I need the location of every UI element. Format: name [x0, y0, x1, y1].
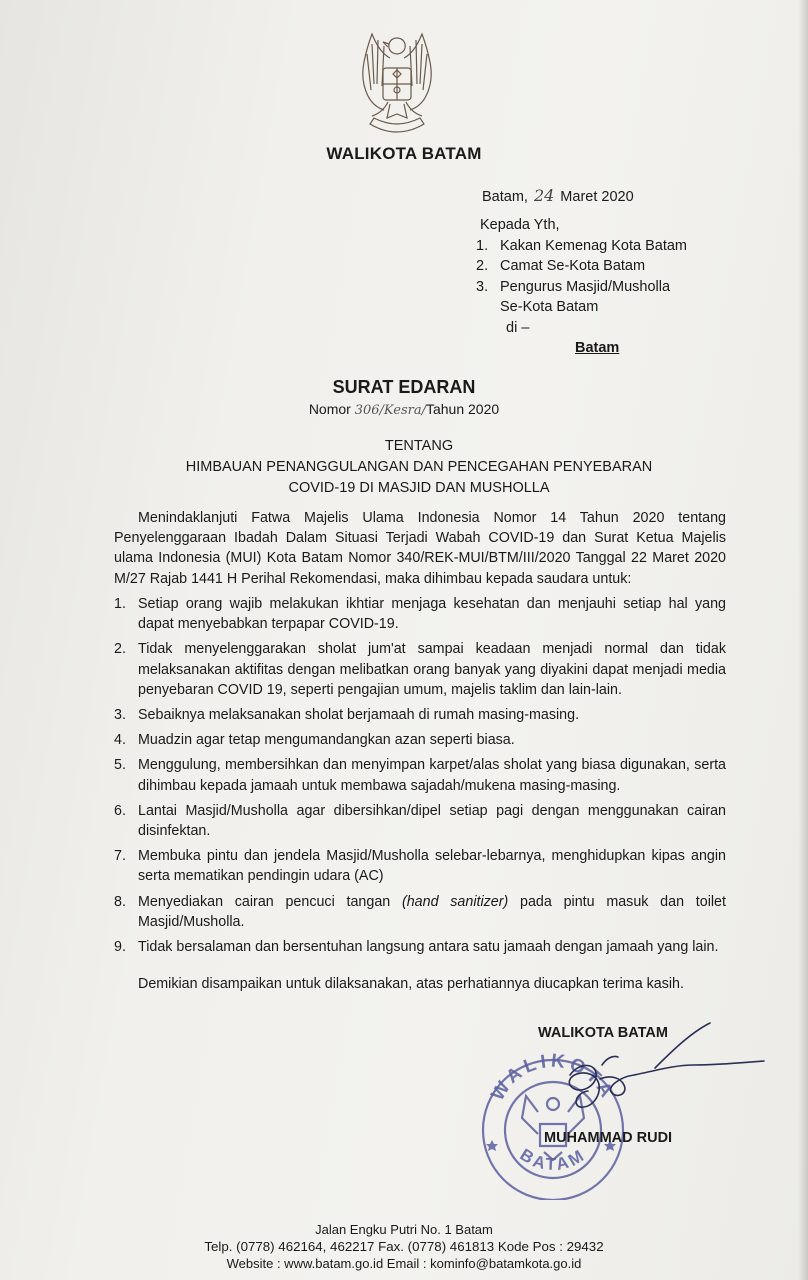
- tentang-label: TENTANG: [384, 438, 454, 454]
- list-text: Menggulung, membersihkan dan menyimpan karpet/alas sholat yang biasa digunakan, serta dihimbau kepada jamaah untuk membawa sajadah/mukena masing-masing.: [138, 757, 726, 794]
- body-intro: [114, 508, 726, 589]
- nomor-suffix: Tahun 2020: [425, 401, 500, 417]
- list-number: 3.: [114, 707, 126, 724]
- stamp-top-text: WALIKOTA: [487, 1050, 619, 1105]
- recipient-text: Kakan Kemenag Kota Batam: [500, 237, 688, 254]
- recipients-place: Batam: [575, 340, 620, 356]
- subject-line-2: COVID-19 DI MASJID DAN MUSHOLLA: [288, 480, 550, 496]
- footer-phone: Telp. (0778) 462164, 462217 Fax. (0778) 461813 Kode Pos : 29432: [204, 1239, 604, 1254]
- stamp-bottom-text: BATAM: [516, 1144, 590, 1175]
- list-item: [114, 755, 726, 795]
- recipient-number: 3.: [476, 278, 489, 295]
- recipient-item: [476, 236, 688, 257]
- list-text: Menyediakan cairan pencuci tangan: [138, 893, 402, 910]
- footer-web: Website : www.batam.go.id Email : kominfo@batamkota.go.id: [226, 1256, 582, 1271]
- recipient-item: [476, 277, 687, 298]
- footer-address: Jalan Engku Putri No. 1 Batam: [315, 1222, 493, 1237]
- list-number: 2.: [114, 641, 126, 658]
- list-number: 6.: [114, 802, 126, 819]
- instruction-list: [114, 594, 726, 962]
- list-text: Tidak menyelenggarakan sholat jum'at sampai keadaan menjadi normal dan tidak melaksanakan aktifitas dengan melibatkan orang banyak yang diyakini dapat menjadi media penyebaran COVID 19, seperti pengajian umum, majelis taklim dan lain-lain.: [138, 641, 726, 698]
- di-label: di –: [506, 319, 530, 336]
- list-number: 1.: [114, 596, 126, 612]
- recipient-number: 1.: [476, 237, 489, 254]
- list-text: Tidak bersalaman dan bersentuhan langsung antara satu jamaah dengan jamaah yang lain.: [138, 939, 719, 956]
- list-number: 9.: [114, 939, 126, 956]
- date-prefix: Batam,: [482, 189, 528, 205]
- header-title: WALIKOTA BATAM: [326, 144, 482, 163]
- list-item: [114, 730, 726, 750]
- recipient-number: 2.: [476, 258, 489, 274]
- list-item: [114, 801, 726, 841]
- list-text: pada pintu masuk dan toilet Masjid/Musholla.: [138, 893, 726, 930]
- list-item: [114, 705, 726, 725]
- recipients-di: [480, 318, 687, 339]
- list-number: 7.: [114, 848, 126, 865]
- list-number: 5.: [114, 757, 126, 774]
- recipient-item: [476, 256, 687, 277]
- list-number: 8.: [114, 893, 126, 910]
- list-item: [114, 594, 726, 634]
- letterhead-footer: [0, 1221, 808, 1272]
- recipient-text: Camat Se-Kota Batam: [500, 258, 646, 274]
- signatory-title: WALIKOTA BATAM: [538, 1025, 668, 1041]
- list-item: [114, 937, 726, 957]
- recipient-text: Pengurus Masjid/Musholla: [500, 278, 671, 295]
- intro-paragraph: Menindaklanjuti Fatwa Majelis Ulama Indonesia Nomor 14 Tahun 2020 tentang Penyelenggaraan Ibadah Dalam Situasi Terjadi Wabah COVID-19 dan Surat Ketua Majelis ulama Indonesia (MUI) Kota Batam Nomor 340/REK-MUI/BTM/III/2020 Tanggal 22 Maret 2020 M/27 Rajab 1441 H Perihal Rekomendasi, maka dihimbau kepada saudara untuk:: [114, 510, 726, 587]
- recipients-intro: Kepada Yth,: [480, 217, 560, 233]
- list-number: 4.: [114, 732, 126, 749]
- list-item: [114, 639, 726, 700]
- date-day-handwritten: 24: [533, 186, 555, 205]
- list-text: Lantai Masjid/Musholla agar dibersihkan/dipel setiap pagi dengan menggunakan cairan disinfektan.: [138, 802, 726, 840]
- closing-sentence: Demikian disampaikan untuk dilaksanakan, atas perhatiannya diucapkan terima kasih.: [138, 976, 684, 992]
- list-item: [114, 846, 726, 886]
- handwritten-signature: [540, 1015, 780, 1125]
- recipients-list: [476, 236, 688, 318]
- subject-block: [0, 436, 808, 499]
- recipient-text: Se-Kota Batam: [500, 299, 599, 315]
- nomor-handwritten: 306/Kesra/: [354, 403, 426, 418]
- subject-line-1: HIMBAUAN PENANGGULANGAN DAN PENCEGAHAN PENYEBARAN: [185, 459, 653, 475]
- recipient-item-continuation: [480, 297, 687, 318]
- list-text: Sebaiknya melaksanakan sholat berjamaah di rumah masing-masing.: [138, 707, 580, 724]
- document-number: [0, 401, 808, 418]
- list-text: Setiap orang wajib melakukan ikhtiar menjaga kesehatan dan menjauhi setiap hal yang dapat menyebabkan terpapar COVID-19.: [138, 596, 726, 633]
- list-text-italic: (hand sanitizer): [401, 893, 509, 910]
- letter-date: [482, 186, 634, 205]
- document-title: SURAT EDARAN: [332, 377, 476, 397]
- list-text: Muadzin agar tetap mengumandangkan azan seperti biasa.: [138, 732, 515, 749]
- garuda-emblem-icon: [350, 30, 445, 140]
- date-month-year: Maret 2020: [560, 189, 634, 205]
- recipients-block: [476, 215, 688, 359]
- nomor-prefix: Nomor: [308, 401, 355, 417]
- signatory-name: MUHAMMAD RUDI: [544, 1130, 673, 1146]
- list-text: Membuka pintu dan jendela Masjid/Musholla selebar-lebarnya, menghidupkan kipas angin serta mematikan pendingin udara (AC): [138, 848, 726, 885]
- list-item: [114, 892, 726, 932]
